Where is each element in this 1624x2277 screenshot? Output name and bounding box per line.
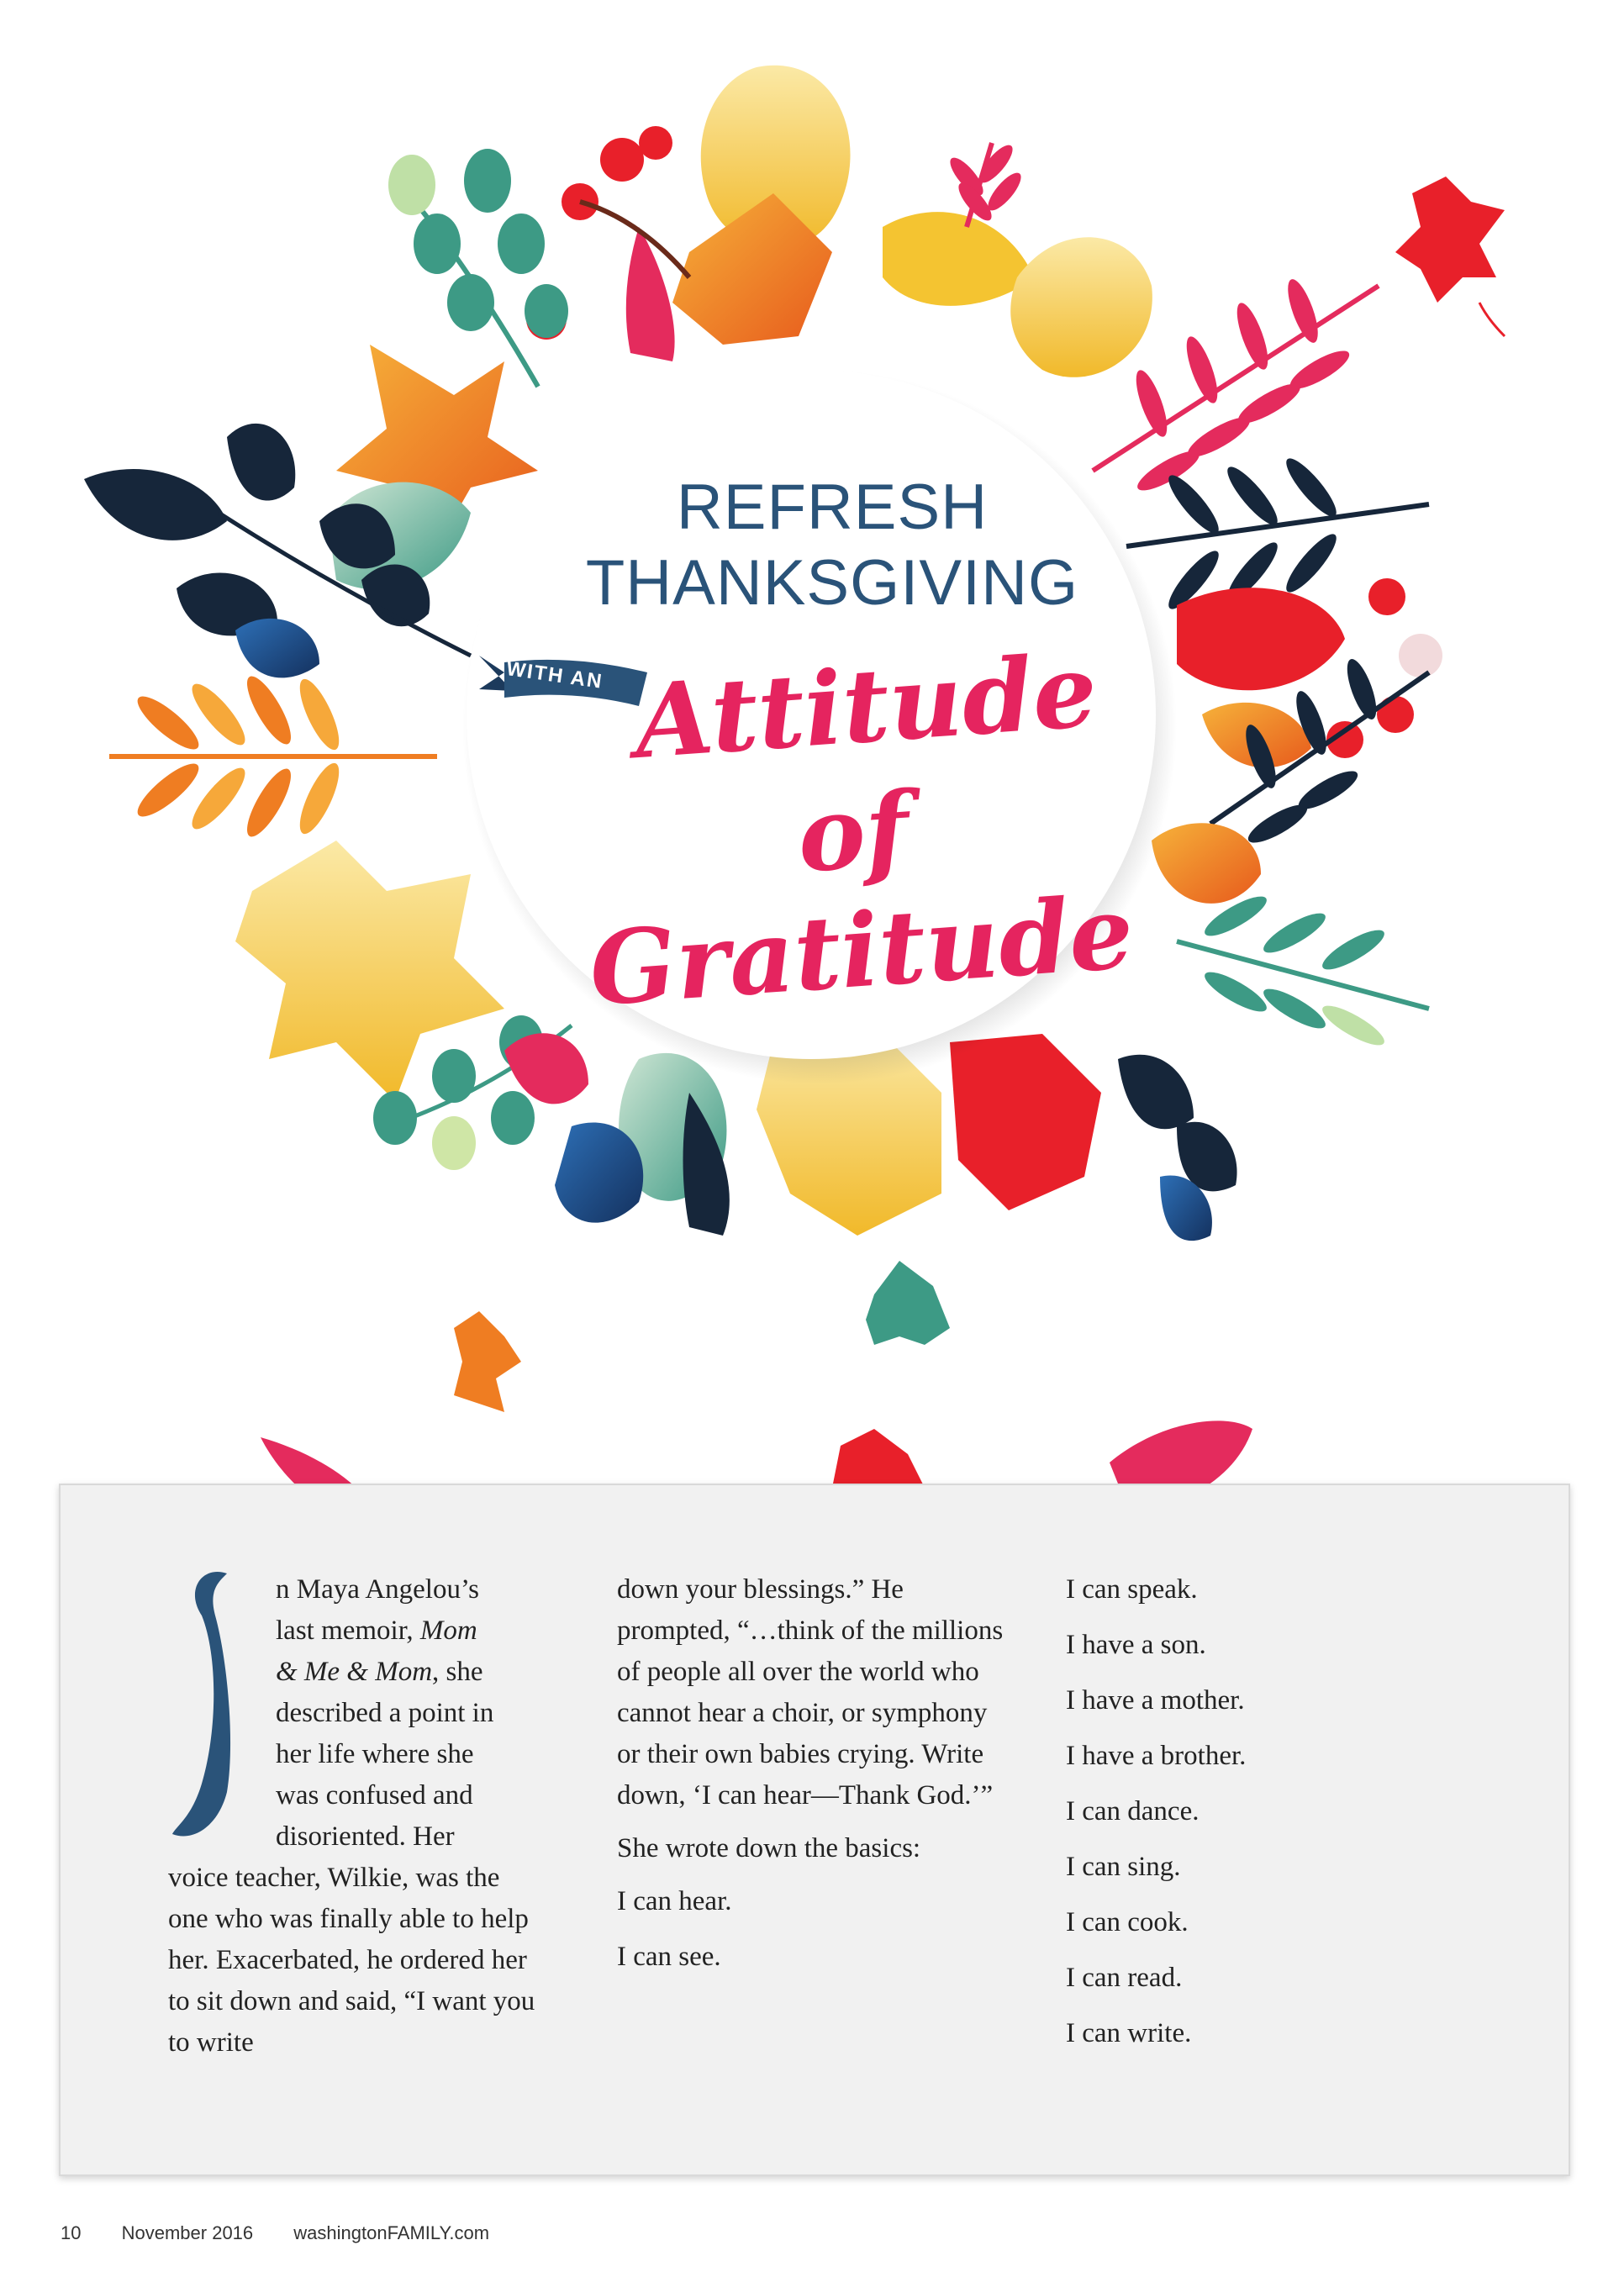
col2-paragraph-1: down your blessings.” He prompted, “…think of the millions of people all over the world who cannot hear a choir, or symphony or their own babies crying. Write down, ‘I can hear—Thank God.’” — [617, 1574, 1004, 1811]
col1-first-line: n Maya Angelou’s — [276, 1574, 479, 1605]
col1-line-7: disoriented. Her — [276, 1821, 455, 1852]
issue-date: November 2016 — [121, 2222, 254, 2243]
ribbon-text: WITH AN — [504, 657, 605, 693]
col2-paragraph-2: She wrote down the basics: — [617, 1833, 921, 1863]
leaf-cluster-top — [526, 66, 1152, 377]
article-column-1 — [168, 1569, 555, 2064]
list-item: I can cook. — [1066, 1907, 1189, 1937]
page-number: 10 — [61, 2222, 82, 2243]
list-item: I have a son. — [1066, 1630, 1206, 1660]
script-attitude: Attitude — [630, 630, 1101, 783]
book-title-part-1: Mom — [419, 1616, 477, 1646]
col1-line-6: was confused and — [276, 1780, 473, 1811]
list-item: I have a brother. — [1066, 1741, 1247, 1771]
website-url: washingtonFAMILY.com — [293, 2222, 490, 2243]
script-of-gratitude: of Gratitude — [586, 769, 1137, 1030]
list-item: I can speak. — [1066, 1574, 1198, 1605]
headline-line-1: REFRESH — [676, 472, 989, 543]
list-item: I can sing. — [1066, 1852, 1181, 1882]
list-item: I have a mother. — [1066, 1685, 1245, 1716]
article-column-3 — [1066, 1569, 1453, 2069]
list-item: I can dance. — [1066, 1796, 1200, 1826]
page-footer — [61, 2222, 525, 2244]
list-item: I can read. — [1066, 1963, 1183, 1993]
list-item: I can hear. — [617, 1886, 732, 1916]
book-title-part-2: & Me & Mom — [276, 1657, 433, 1687]
col1-line-4: described a point in — [276, 1698, 494, 1728]
teal-sprig-left — [388, 149, 568, 387]
list-item: I can see. — [617, 1942, 721, 1972]
article-column-2 — [617, 1569, 1004, 1992]
svg-text:I: I — [168, 1565, 169, 1566]
headline — [454, 471, 1210, 1059]
col1-line-2: last memoir, Mom — [276, 1616, 477, 1646]
col1-line-5: her life where she — [276, 1739, 474, 1769]
headline-line-2: THANKSGIVING — [585, 547, 1079, 619]
article-box — [59, 1484, 1570, 2176]
col1-rest: voice teacher, Wilkie, was the one who was finally able to help her. Exacerbated, he ordered her to sit down and said, “I want you to write — [168, 1863, 535, 2058]
col1-line-3: & Me & Mom, she — [276, 1657, 483, 1687]
list-item: I can write. — [1066, 2018, 1192, 2048]
